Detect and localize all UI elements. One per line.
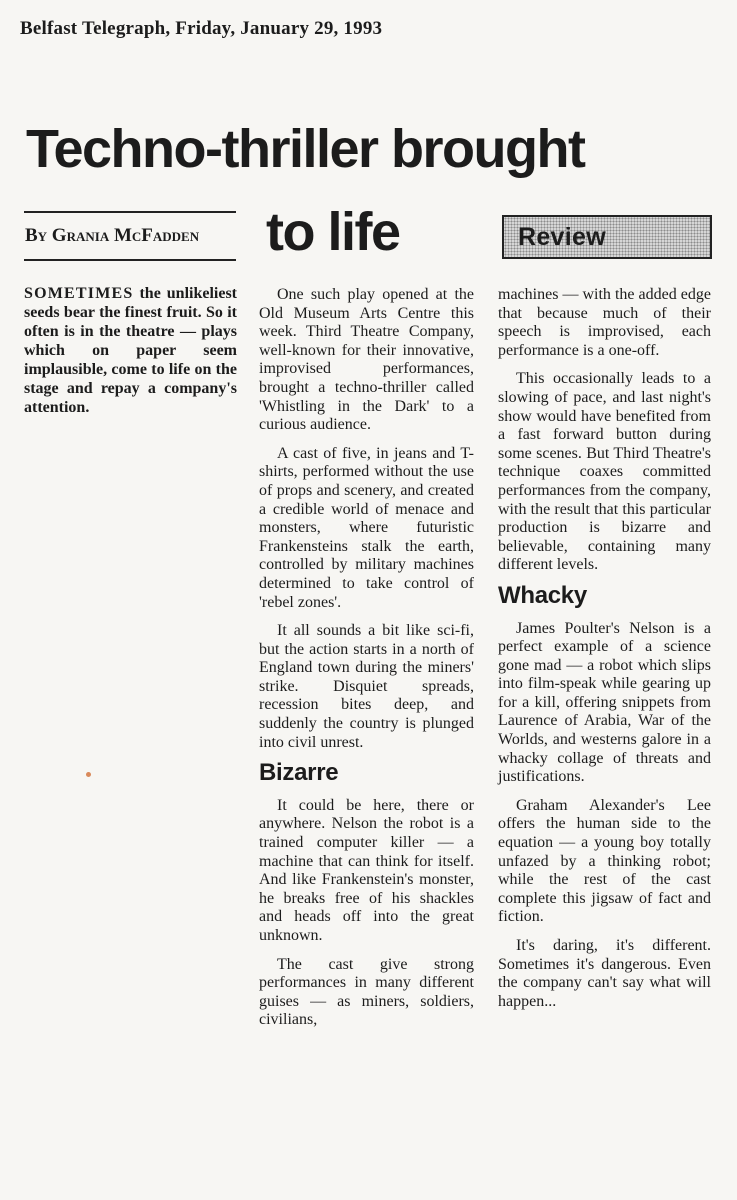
paragraph: It could be here, there or anywhere. Nelson the robot is a trained computer killer — a machine that can think for itself. And like Frankenstein's monster, he breaks free of his shackles and heads off into the great unknown. [259, 796, 474, 944]
subhead-whacky: Whacky [498, 581, 587, 609]
headline-line-1: Techno-thriller brought [26, 119, 585, 179]
column-2 [259, 286, 474, 1040]
lead-first-word: SOMETIMES [24, 285, 134, 302]
lead-paragraph [24, 284, 237, 417]
subhead-bizarre: Bizarre [259, 759, 339, 787]
byline: By Grania McFadden [25, 225, 200, 246]
paragraph-continuation: machines — with the added edge that because much of their speech is improvised, each performance is a one-off. [498, 286, 711, 359]
paper-speck [86, 772, 91, 777]
headline-line-2: to life [266, 202, 400, 262]
paragraph: Graham Alexander's Lee offers the human side to the equation — a young boy totally unfazed by a thinking robot; while the rest of the cast complete this jigsaw of fact and fiction. [498, 796, 711, 926]
paragraph: This occasionally leads to a slowing of pace, and last night's show would have benefited from a fast forward button during some scenes. But Third Theatre's technique coaxes committed performances from the company, with the result that this particular production is bizarre and believable, containing many different levels. [498, 370, 711, 574]
paragraph: It's daring, it's different. Sometimes it's dangerous. Even the company can't say what will happen... [498, 937, 711, 1010]
masthead: Belfast Telegraph, Friday, January 29, 1993 [20, 18, 383, 39]
byline-box [24, 211, 236, 261]
paragraph: A cast of five, in jeans and T-shirts, performed without the use of props and scenery, and created a credible world of menace and monsters, where futuristic Frankensteins stalk the earth, controlled by military machines determined to take control of 'rebel zones'. [259, 444, 474, 611]
section-label: Review [518, 222, 606, 251]
lead-column [24, 284, 237, 427]
section-label-box [502, 215, 712, 259]
paragraph: The cast give strong performances in many different guises — as miners, soldiers, civilians, [259, 955, 474, 1029]
paragraph: James Poulter's Nelson is a perfect example of a science gone mad — a robot which slips into film-speak while gearing up for a kill, offering snippets from Laurence of Arabia, War of the Worlds, and westerns galore in a whacky collage of threats and justifications. [498, 619, 711, 786]
column-3 [498, 286, 711, 1021]
lead-text: the unlikeliest seeds bear the finest fruit. So it often is in the theatre — plays which on paper seem implausible, come to life on the stage and repay a company's attention. [24, 285, 237, 416]
paragraph: One such play opened at the Old Museum Arts Centre this week. Third Theatre Company, well-known for their innovative, improvised performances, brought a techno-thriller called 'Whistling in the Dark' to a curious audience. [259, 286, 474, 434]
paragraph: It all sounds a bit like sci-fi, but the action starts in a north of England town during the miners' strike. Disquiet spreads, recession bites deep, and suddenly the country is plunged into civil unrest. [259, 622, 474, 751]
